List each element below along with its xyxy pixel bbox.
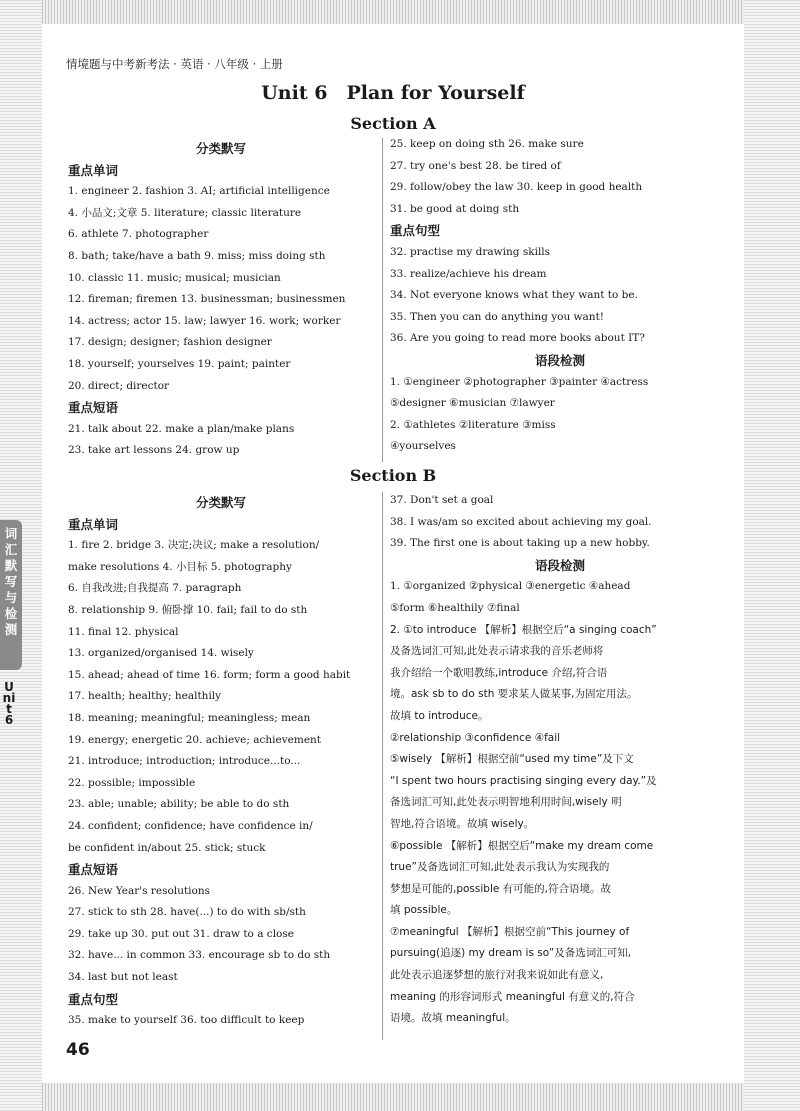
answer-line: 此处表示追逐梦想的旅行对我来说如此有意义, [390,969,604,982]
answer-line: 13. organized/organised 14. wisely [68,647,254,660]
answer-line: ⑥possible 【解析】根据空后“make my dream come [390,839,654,852]
answer-line: 18. meaning; meaningful; meaningless; mean [68,711,311,724]
answer-line: ⑤designer ⑥musician ⑦lawyer [390,397,555,410]
answer-line: 备选词汇可知,此处表示明智地利用时间,wisely 明 [390,796,622,809]
section-b-title: Section B [349,466,437,485]
scan-edge-top [0,0,800,24]
answer-line: 智地,符合语境。故填 wisely。 [390,817,535,830]
subheading: 重点句型 [68,991,119,1007]
answer-line: 梦想是可能的,possible 有可能的,符合语境。故 [390,882,612,895]
page-number: 46 [66,1040,90,1060]
side-tab-label: 词汇默写与检测 [4,526,18,637]
answer-line: 17. design; designer; fashion designer [68,336,272,349]
answer-line: 8. relationship 9. 俯卧撑 10. fail; fail to do sth [68,603,308,616]
answer-line: ⑦meaningful 【解析】根据空前“This journey of [390,925,630,938]
answer-line: 34. Not everyone knows what they want to be. [390,289,638,302]
answer-line: make resolutions 4. 小目标 5. photography [68,560,292,573]
answer-line: 27. stick to sth 28. have(...) to do with sb/sth [68,906,306,919]
answer-line: 故填 to introduce。 [390,709,489,722]
answer-line: pursuing(追逐) my dream is so”及备选词汇可知, [390,947,632,960]
answer-line: 我介绍给一个歌唱教练,introduce 介绍,符合语 [390,666,608,679]
section-a-right-column [390,134,730,458]
answer-line: ②relationship ③confidence ④fail [390,731,561,744]
side-tab [0,520,22,670]
unit-title: Unit 6 Plan for Yourself [261,82,525,104]
answer-line: ⑤form ⑥healthily ⑦final [390,601,520,614]
answer-line: 35. Then you can do anything you want! [390,310,605,323]
answer-line: 37. Don't set a goal [390,494,494,506]
column-divider-b [382,492,383,1040]
answer-line: ④yourselves [390,440,456,453]
scan-edge-right [744,0,800,1111]
answer-line: 2. ①athletes ②literature ③miss [390,418,556,431]
answer-line: 10. classic 11. music; musical; musician [68,271,281,284]
answer-line: 2. ①to introduce 【解析】根据空后“a singing coach” [390,623,657,636]
answer-line: 12. fireman; firemen 13. businessman; businessmen [68,293,346,306]
answer-line: 38. I was/am so excited about achieving my goal. [390,515,652,528]
answer-line: 18. yourself; yourselves 19. paint; painter [68,357,291,370]
page [44,26,742,1082]
section-heading: 语段检测 [534,557,585,573]
answer-line: 31. be good at doing sth [390,202,520,215]
subheading: 重点短语 [68,400,119,416]
scan-edge-bottom [0,1083,800,1111]
answer-line: 26. New Year's resolutions [68,884,211,897]
section-b-left-column [68,492,374,1032]
answer-line: 6. 自我改进;自我提高 7. paragraph [68,582,242,595]
answer-line: 11. final 12. physical [68,625,179,638]
answer-line: 21. talk about 22. make a plan/make plans [68,422,295,435]
answer-line: 填 possible。 [390,904,458,917]
answer-line: 32. practise my drawing skills [390,245,551,258]
subheading: 重点短语 [68,862,119,878]
answer-line: 23. able; unable; ability; be able to do sth [68,798,290,811]
answer-line: 24. confident; confidence; have confidence in/ [68,819,313,832]
section-b-right-column [390,490,730,1030]
answer-line: 23. take art lessons 24. grow up [68,444,240,457]
answer-line: 34. last but not least [68,971,178,984]
section-heading: 分类默写 [195,141,246,156]
answer-line: 29. take up 30. put out 31. draw to a close [68,927,294,940]
section-a-left-column [68,138,374,462]
subheading: 重点单词 [68,162,119,178]
answer-line: 1. ①organized ②physical ③energetic ④ahead [390,580,631,593]
answer-line: 25. keep on doing sth 26. make sure [390,138,584,150]
answer-line: “I spent two hours practising singing every day.”及 [390,774,657,787]
answer-line: 1. fire 2. bridge 3. 决定;决议; make a resolution/ [68,539,320,552]
answer-line: 29. follow/obey the law 30. keep in good health [390,181,643,194]
answer-line: 20. direct; director [68,379,170,392]
answer-line: 27. try one's best 28. be tired of [390,159,561,172]
subheading: 重点句型 [390,223,441,239]
answer-line: 4. 小品文;文章 5. literature; classic literature [68,206,302,219]
section-heading: 分类默写 [195,495,246,510]
answer-line: 1. engineer 2. fashion 3. AI; artificial intelligence [68,185,330,198]
answer-line: ⑤wisely 【解析】根据空前“used my time”及下文 [390,753,634,766]
answer-line: 6. athlete 7. photographer [68,228,209,241]
section-heading: 语段检测 [534,352,585,368]
answer-line: 17. health; healthy; healthily [68,690,222,703]
column-divider-a [382,138,383,462]
answer-line: 8. bath; take/have a bath 9. miss; miss doing sth [68,249,326,262]
answer-line: 语境。故填 meaningful。 [390,1012,516,1025]
answer-line: meaning 的形容词形式 meaningful 有意义的,符合 [390,990,635,1003]
section-a-title: Section A [350,114,436,133]
side-unit-label: Unit 6 [2,680,16,727]
answer-line: true”及备选词汇可知,此处表示我认为实现我的 [390,861,610,874]
answer-line: 19. energy; energetic 20. achieve; achievement [68,733,322,746]
subheading: 重点单词 [68,516,119,532]
answer-line: 14. actress; actor 15. law; lawyer 16. work; worker [68,314,341,327]
answer-line: 33. realize/achieve his dream [390,267,547,280]
answer-line: 32. have... in common 33. encourage sb to do sth [68,949,331,962]
answer-line: 及备选词汇可知,此处表示请求我的音乐老师将 [390,645,604,658]
answer-line: 1. ①engineer ②photographer ③painter ④actress [390,375,649,388]
answer-line: be confident in/about 25. stick; stuck [68,841,266,854]
answer-line: 35. make to yourself 36. too difficult to keep [68,1014,305,1027]
answer-line: 21. introduce; introduction; introduce...to... [68,755,301,768]
running-header: 情境题与中考新考法 · 英语 · 八年级 · 上册 [66,57,283,71]
answer-line: 36. Are you going to read more books about IT? [390,332,645,345]
answer-line: 39. The first one is about taking up a new hobby. [390,537,650,550]
answer-line: 22. possible; impossible [68,776,196,789]
answer-line: 15. ahead; ahead of time 16. form; form a good habit [68,668,351,681]
answer-line: 境。ask sb to do sth 要求某人做某事,为固定用法。 [390,688,638,701]
